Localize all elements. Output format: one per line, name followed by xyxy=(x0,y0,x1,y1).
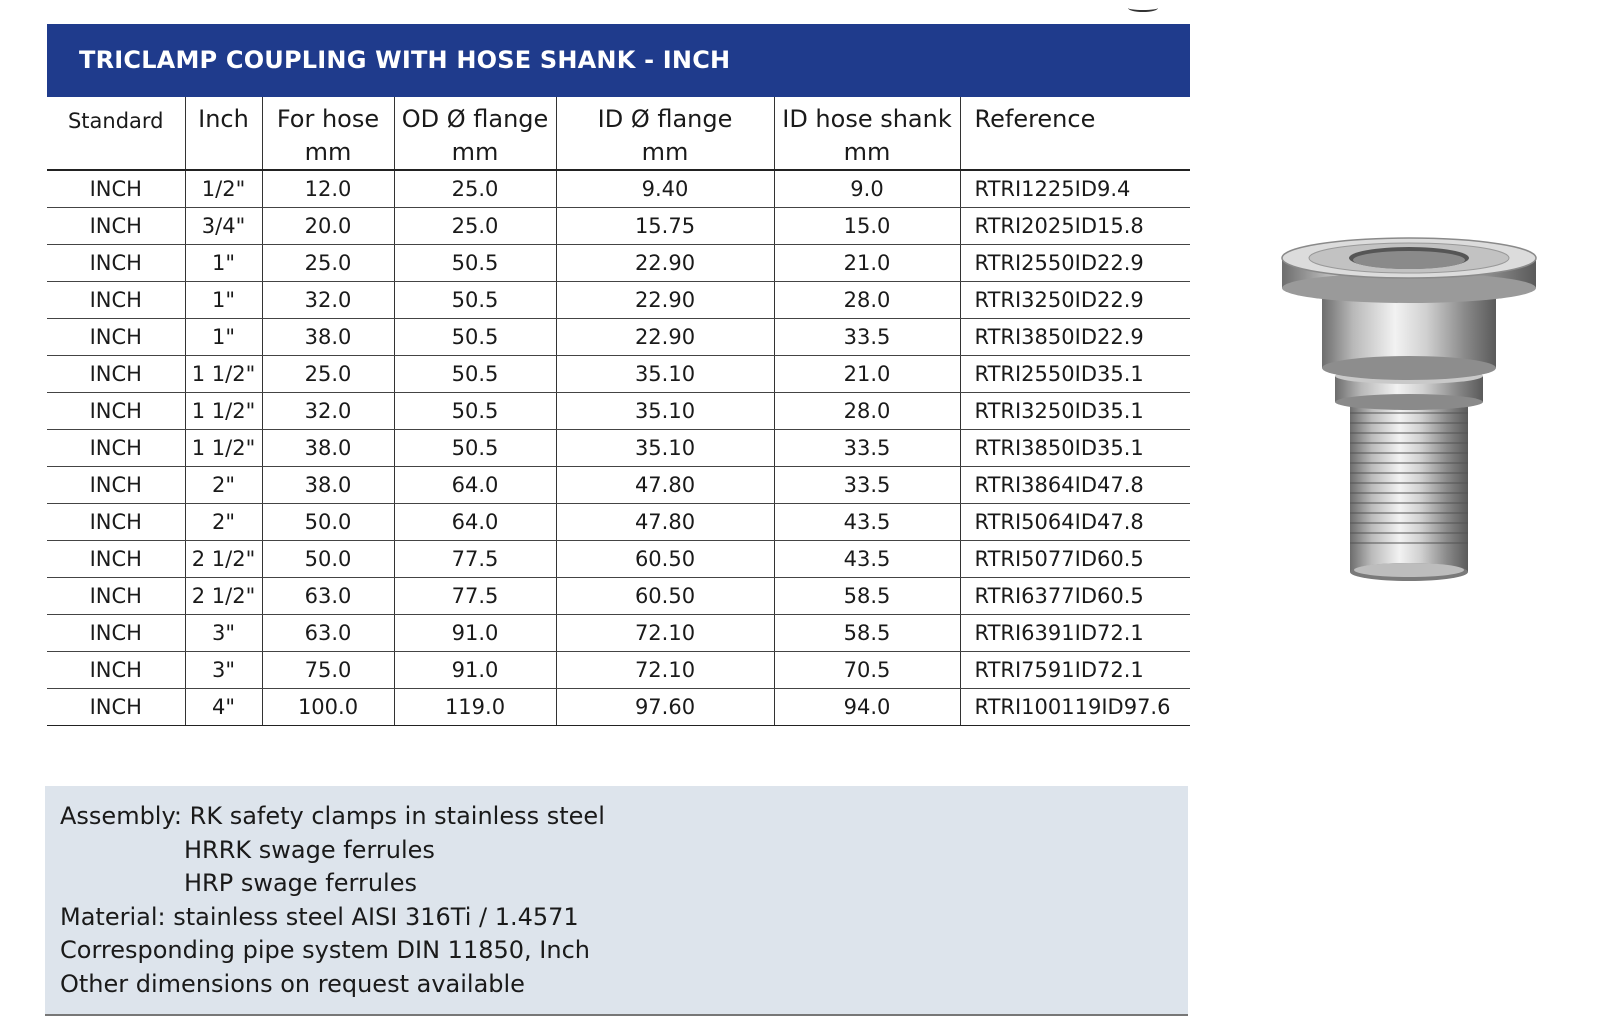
cell-standard: INCH xyxy=(47,578,185,615)
table-row xyxy=(47,652,1190,689)
cell-inch: 3" xyxy=(185,615,262,652)
cell-od-flange: 50.5 xyxy=(394,282,556,319)
cell-id-hose-shank: 28.0 xyxy=(774,393,960,430)
notes-box xyxy=(45,786,1188,1016)
cell-od-flange: 25.0 xyxy=(394,208,556,245)
cell-id-hose-shank: 33.5 xyxy=(774,467,960,504)
table-row xyxy=(47,541,1190,578)
cell-for-hose: 38.0 xyxy=(262,319,394,356)
cell-for-hose: 12.0 xyxy=(262,170,394,208)
cell-standard: INCH xyxy=(47,504,185,541)
cell-inch: 3" xyxy=(185,652,262,689)
cell-id-flange: 60.50 xyxy=(556,541,774,578)
cell-for-hose: 100.0 xyxy=(262,689,394,726)
cell-od-flange: 64.0 xyxy=(394,467,556,504)
cell-standard: INCH xyxy=(47,170,185,208)
cell-standard: INCH xyxy=(47,689,185,726)
cell-id-flange: 35.10 xyxy=(556,430,774,467)
cell-inch: 2 1/2" xyxy=(185,541,262,578)
table-header-row xyxy=(47,97,1190,170)
cell-od-flange: 50.5 xyxy=(394,245,556,282)
table-row xyxy=(47,467,1190,504)
cell-od-flange: 91.0 xyxy=(394,652,556,689)
cell-standard: INCH xyxy=(47,430,185,467)
table-row xyxy=(47,356,1190,393)
table-row xyxy=(47,689,1190,726)
cell-id-hose-shank: 9.0 xyxy=(774,170,960,208)
cell-for-hose: 32.0 xyxy=(262,393,394,430)
cell-id-flange: 72.10 xyxy=(556,652,774,689)
cell-standard: INCH xyxy=(47,615,185,652)
cell-reference: RTRI3250ID22.9 xyxy=(960,282,1190,319)
cell-od-flange: 50.5 xyxy=(394,430,556,467)
header-id-hose-shank: ID hose shank mm xyxy=(774,97,960,170)
cell-standard: INCH xyxy=(47,319,185,356)
cell-id-flange: 9.40 xyxy=(556,170,774,208)
cell-standard: INCH xyxy=(47,541,185,578)
cell-for-hose: 25.0 xyxy=(262,356,394,393)
cell-reference: RTRI3250ID35.1 xyxy=(960,393,1190,430)
cell-od-flange: 50.5 xyxy=(394,393,556,430)
decorative-arc xyxy=(1128,4,1158,12)
header-reference: Reference xyxy=(960,97,1190,170)
cell-reference: RTRI3864ID47.8 xyxy=(960,467,1190,504)
cell-for-hose: 50.0 xyxy=(262,504,394,541)
note-other-dimensions: Other dimensions on request available xyxy=(60,969,525,998)
cell-reference: RTRI3850ID35.1 xyxy=(960,430,1190,467)
spec-table xyxy=(47,97,1190,726)
cell-id-flange: 47.80 xyxy=(556,504,774,541)
cell-id-hose-shank: 21.0 xyxy=(774,356,960,393)
cell-id-hose-shank: 15.0 xyxy=(774,208,960,245)
note-material: Material: stainless steel AISI 316Ti / 1.4571 xyxy=(60,902,579,931)
header-od-flange: OD Ø flange mm xyxy=(394,97,556,170)
table-row xyxy=(47,245,1190,282)
header-inch: Inch xyxy=(185,97,262,170)
cell-for-hose: 20.0 xyxy=(262,208,394,245)
header-standard: Standard xyxy=(47,97,185,170)
cell-od-flange: 50.5 xyxy=(394,319,556,356)
cell-for-hose: 25.0 xyxy=(262,245,394,282)
cell-id-hose-shank: 21.0 xyxy=(774,245,960,282)
table-body xyxy=(47,170,1190,726)
cell-id-hose-shank: 33.5 xyxy=(774,319,960,356)
cell-inch: 1/2" xyxy=(185,170,262,208)
cell-standard: INCH xyxy=(47,356,185,393)
cell-id-hose-shank: 70.5 xyxy=(774,652,960,689)
cell-id-flange: 35.10 xyxy=(556,356,774,393)
cell-for-hose: 75.0 xyxy=(262,652,394,689)
cell-id-flange: 60.50 xyxy=(556,578,774,615)
cell-od-flange: 91.0 xyxy=(394,615,556,652)
triclamp-hose-shank-coupling-photo xyxy=(1280,236,1560,616)
cell-id-hose-shank: 43.5 xyxy=(774,541,960,578)
cell-inch: 1 1/2" xyxy=(185,393,262,430)
table-row xyxy=(47,430,1190,467)
cell-id-hose-shank: 94.0 xyxy=(774,689,960,726)
cell-inch: 2" xyxy=(185,467,262,504)
cell-id-flange: 22.90 xyxy=(556,245,774,282)
cell-inch: 1" xyxy=(185,319,262,356)
cell-od-flange: 50.5 xyxy=(394,356,556,393)
table-row xyxy=(47,615,1190,652)
cell-id-hose-shank: 28.0 xyxy=(774,282,960,319)
cell-for-hose: 63.0 xyxy=(262,615,394,652)
cell-inch: 1 1/2" xyxy=(185,356,262,393)
cell-id-flange: 22.90 xyxy=(556,319,774,356)
cell-inch: 2 1/2" xyxy=(185,578,262,615)
cell-od-flange: 77.5 xyxy=(394,541,556,578)
cell-od-flange: 119.0 xyxy=(394,689,556,726)
cell-for-hose: 38.0 xyxy=(262,430,394,467)
cell-id-hose-shank: 43.5 xyxy=(774,504,960,541)
header-for-hose: For hose mm xyxy=(262,97,394,170)
cell-od-flange: 25.0 xyxy=(394,170,556,208)
cell-reference: RTRI1225ID9.4 xyxy=(960,170,1190,208)
cell-reference: RTRI2550ID22.9 xyxy=(960,245,1190,282)
cell-standard: INCH xyxy=(47,245,185,282)
cell-reference: RTRI7591ID72.1 xyxy=(960,652,1190,689)
note-assembly: Assembly: RK safety clamps in stainless steel xyxy=(60,802,605,830)
cell-for-hose: 38.0 xyxy=(262,467,394,504)
cell-reference: RTRI2550ID35.1 xyxy=(960,356,1190,393)
table-row xyxy=(47,282,1190,319)
cell-id-hose-shank: 58.5 xyxy=(774,615,960,652)
cell-id-flange: 15.75 xyxy=(556,208,774,245)
cell-inch: 4" xyxy=(185,689,262,726)
table-row xyxy=(47,208,1190,245)
table-row xyxy=(47,170,1190,208)
cell-reference: RTRI100119ID97.6 xyxy=(960,689,1190,726)
page-title: TRICLAMP COUPLING WITH HOSE SHANK - INCH xyxy=(47,24,1190,97)
cell-id-flange: 35.10 xyxy=(556,393,774,430)
cell-for-hose: 32.0 xyxy=(262,282,394,319)
cell-reference: RTRI6377ID60.5 xyxy=(960,578,1190,615)
table-row xyxy=(47,319,1190,356)
cell-od-flange: 64.0 xyxy=(394,504,556,541)
cell-standard: INCH xyxy=(47,467,185,504)
cell-for-hose: 63.0 xyxy=(262,578,394,615)
cell-inch: 2" xyxy=(185,504,262,541)
cell-id-flange: 97.60 xyxy=(556,689,774,726)
note-pipe-system: Corresponding pipe system DIN 11850, Inch xyxy=(60,936,590,964)
cell-od-flange: 77.5 xyxy=(394,578,556,615)
table-row xyxy=(47,578,1190,615)
cell-reference: RTRI2025ID15.8 xyxy=(960,208,1190,245)
cell-standard: INCH xyxy=(47,652,185,689)
cell-for-hose: 50.0 xyxy=(262,541,394,578)
table-row xyxy=(47,393,1190,430)
cell-id-hose-shank: 33.5 xyxy=(774,430,960,467)
cell-standard: INCH xyxy=(47,282,185,319)
cell-inch: 3/4" xyxy=(185,208,262,245)
cell-reference: RTRI5077ID60.5 xyxy=(960,541,1190,578)
cell-reference: RTRI3850ID22.9 xyxy=(960,319,1190,356)
note-assembly-hrrk: HRRK swage ferrules xyxy=(184,835,435,864)
cell-id-flange: 22.90 xyxy=(556,282,774,319)
cell-standard: INCH xyxy=(47,208,185,245)
cell-id-flange: 72.10 xyxy=(556,615,774,652)
note-assembly-hrp: HRP swage ferrules xyxy=(184,869,417,897)
table-row xyxy=(47,504,1190,541)
cell-id-flange: 47.80 xyxy=(556,467,774,504)
cell-inch: 1 1/2" xyxy=(185,430,262,467)
cell-id-hose-shank: 58.5 xyxy=(774,578,960,615)
cell-inch: 1" xyxy=(185,245,262,282)
header-id-flange: ID Ø flange mm xyxy=(556,97,774,170)
cell-reference: RTRI6391ID72.1 xyxy=(960,615,1190,652)
cell-reference: RTRI5064ID47.8 xyxy=(960,504,1190,541)
cell-inch: 1" xyxy=(185,282,262,319)
cell-standard: INCH xyxy=(47,393,185,430)
